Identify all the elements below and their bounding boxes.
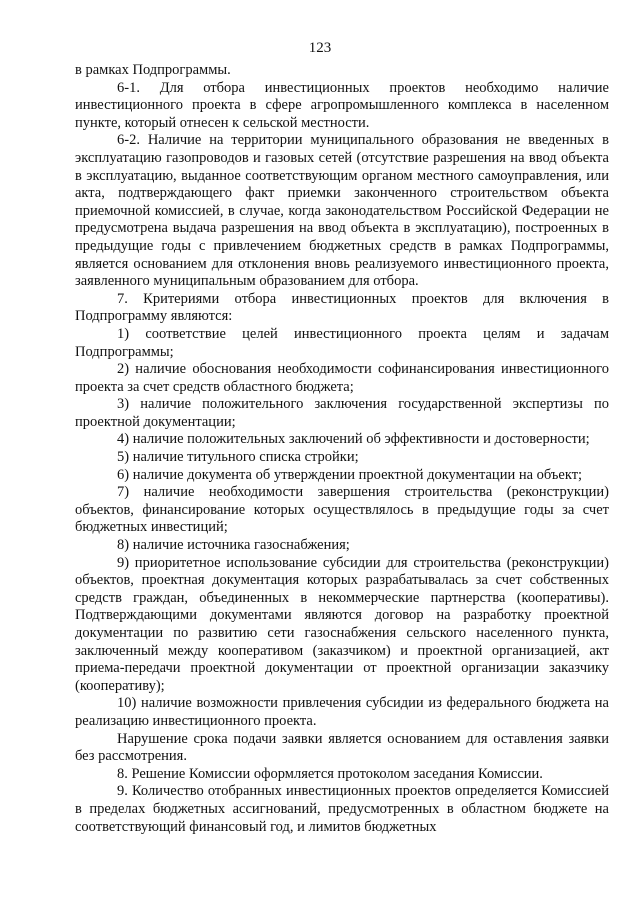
criterion-2: 2) наличие обоснования необходимости софинансирования инвестиционного проекта за счет средств областного бюджета; — [75, 361, 609, 395]
paragraph-8: 8. Решение Комиссии оформляется протоколом заседания Комиссии. — [117, 765, 543, 782]
criterion-5: 5) наличие титульного списка стройки; — [117, 449, 359, 466]
criterion-8: 8) наличие источника газоснабжения; — [117, 537, 350, 554]
paragraph-6-1: 6-1. Для отбора инвестиционных проектов необходимо наличие инвестиционного проекта в сфере агропромышленного комплекса в населенном пункте, который отнесен к сельской местности. — [75, 79, 609, 131]
criterion-4: 4) наличие положительных заключений об эффективности и достоверности; — [117, 431, 590, 448]
criterion-10: 10) наличие возможности привлечения субсидии из федерального бюджета на реализацию инвестиционного проекта. — [75, 695, 609, 729]
paragraph-7: 7. Критериями отбора инвестиционных проектов для включения в Подпрограмму являются: — [75, 290, 609, 325]
criterion-9: 9) приоритетное использование субсидии для строительства (реконструкции) объектов, проектная документация которых разрабатывалась за счет собственных средств граждан, объединенных в некоммерческие партнерства (кооперативы). Подтверждающими документами являются договор на разработку проектной документации по развитию сети газоснабжения сельского населенного пункта, заключенный между кооперативом (заказчиком) и проектной организацией, акт приема-передачи проектной документации от проектной организации заказчику (кооперативу); — [75, 554, 609, 694]
criterion-6: 6) наличие документа об утверждении проектной документации на объект; — [117, 466, 583, 483]
criterion-1: 1) соответствие целей инвестиционного проекта целям и задачам Подпрограммы; — [75, 325, 609, 360]
page-number: 123 — [308, 40, 332, 56]
criterion-3: 3) наличие положительного заключения государственной экспертизы по проектной документации; — [75, 396, 609, 430]
paragraph-6-2: 6-2. Наличие на территории муниципального образования не введенных в эксплуатацию газопроводов и газовых сетей (отсутствие разрешения на ввод объекта в эксплуатацию, выданное соответствующим органом местного самоуправления, или акта, подтверждающего факт приемки законченного строительством объекта приемочной комиссией, в случае, когда законодательством Российской Федерации не предусмотрена выдача разрешения на ввод объекта в эксплуатацию), построенных в предыдущие годы с привлечением бюджетных средств в рамках Подпрограммы, является основанием для отклонения вновь реализуемого инвестиционного проекта, заявленного муниципальным образованием для отбора. — [75, 132, 609, 290]
criterion-7: 7) наличие необходимости завершения строительства (реконструкции) объектов, финансирование которых осуществлялось в предыдущие годы за счет бюджетных инвестиций; — [75, 484, 609, 536]
paragraph-continuation: в рамках Подпрограммы. — [75, 62, 231, 78]
paragraph-deadline-violation: Нарушение срока подачи заявки является основанием для оставления заявки без рассмотрения. — [75, 730, 609, 765]
document-body — [75, 62, 609, 836]
paragraph-9: 9. Количество отобранных инвестиционных проектов определяется Комиссией в пределах бюджетных ассигнований, предусмотренных в областном бюджете на соответствующий финансовый год, и лимитов бюджетных — [75, 783, 609, 835]
